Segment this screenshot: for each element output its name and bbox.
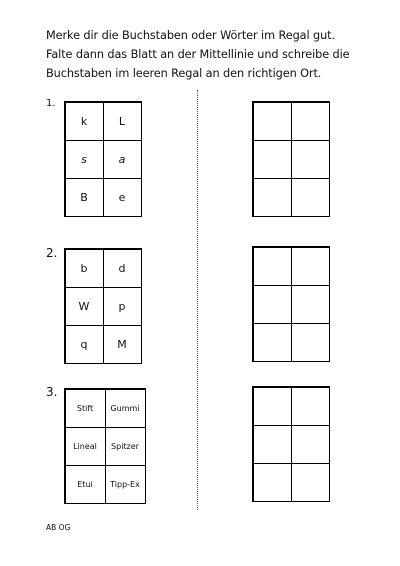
shelf-cell: Tipp-Ex: [105, 465, 146, 504]
shelf-cell: L: [103, 102, 142, 141]
shelf-cell: Gummi: [105, 389, 146, 428]
shelf-filled: [64, 388, 146, 504]
empty-shelf-cell[interactable]: [291, 247, 330, 286]
empty-shelf-cell[interactable]: [291, 323, 330, 362]
shelf-cell: s: [65, 140, 104, 179]
exercise-number: 3.: [46, 385, 58, 399]
empty-shelf-cell[interactable]: [291, 285, 330, 324]
empty-shelf-cell[interactable]: [253, 387, 292, 426]
instruction-line: Buchstaben im leeren Regal an den richtigen Ort.: [46, 67, 322, 80]
shelf-empty: [252, 246, 330, 362]
shelf-cell: a: [103, 140, 142, 179]
exercise-number: 1.: [46, 98, 56, 109]
empty-shelf-cell[interactable]: [291, 102, 330, 141]
exercise-number: 2.: [46, 246, 58, 260]
empty-shelf-cell[interactable]: [253, 323, 292, 362]
shelf-cell: d: [103, 249, 142, 288]
shelf-cell: Lineal: [65, 427, 106, 466]
instructions: [46, 26, 376, 83]
empty-shelf-cell[interactable]: [253, 247, 292, 286]
shelf-cell: b: [65, 249, 104, 288]
fold-line: [197, 90, 198, 510]
shelf-cell: e: [103, 178, 142, 217]
shelf-empty: [252, 386, 330, 502]
empty-shelf-cell[interactable]: [253, 178, 292, 217]
instruction-line: Falte dann das Blatt an der Mittellinie und schreibe die: [46, 48, 350, 61]
empty-shelf-cell[interactable]: [291, 387, 330, 426]
empty-shelf-cell[interactable]: [291, 425, 330, 464]
shelf-cell: M: [103, 325, 142, 364]
empty-shelf-cell[interactable]: [253, 425, 292, 464]
instruction-line: Merke dir die Buchstaben oder Wörter im Regal gut.: [46, 29, 335, 42]
shelf-cell: B: [65, 178, 104, 217]
shelf-cell: Stift: [65, 389, 106, 428]
empty-shelf-cell[interactable]: [291, 463, 330, 502]
shelf-filled: [64, 101, 142, 217]
shelf-cell: W: [65, 287, 104, 326]
shelf-empty: [252, 101, 330, 217]
footer-label: AB OG: [46, 523, 71, 532]
shelf-cell: k: [65, 102, 104, 141]
shelf-cell: Spitzer: [105, 427, 146, 466]
empty-shelf-cell[interactable]: [253, 285, 292, 324]
shelf-cell: p: [103, 287, 142, 326]
shelf-filled: [64, 248, 142, 364]
empty-shelf-cell[interactable]: [291, 140, 330, 179]
empty-shelf-cell[interactable]: [253, 463, 292, 502]
empty-shelf-cell[interactable]: [253, 140, 292, 179]
empty-shelf-cell[interactable]: [291, 178, 330, 217]
shelf-cell: Etui: [65, 465, 106, 504]
shelf-cell: q: [65, 325, 104, 364]
empty-shelf-cell[interactable]: [253, 102, 292, 141]
